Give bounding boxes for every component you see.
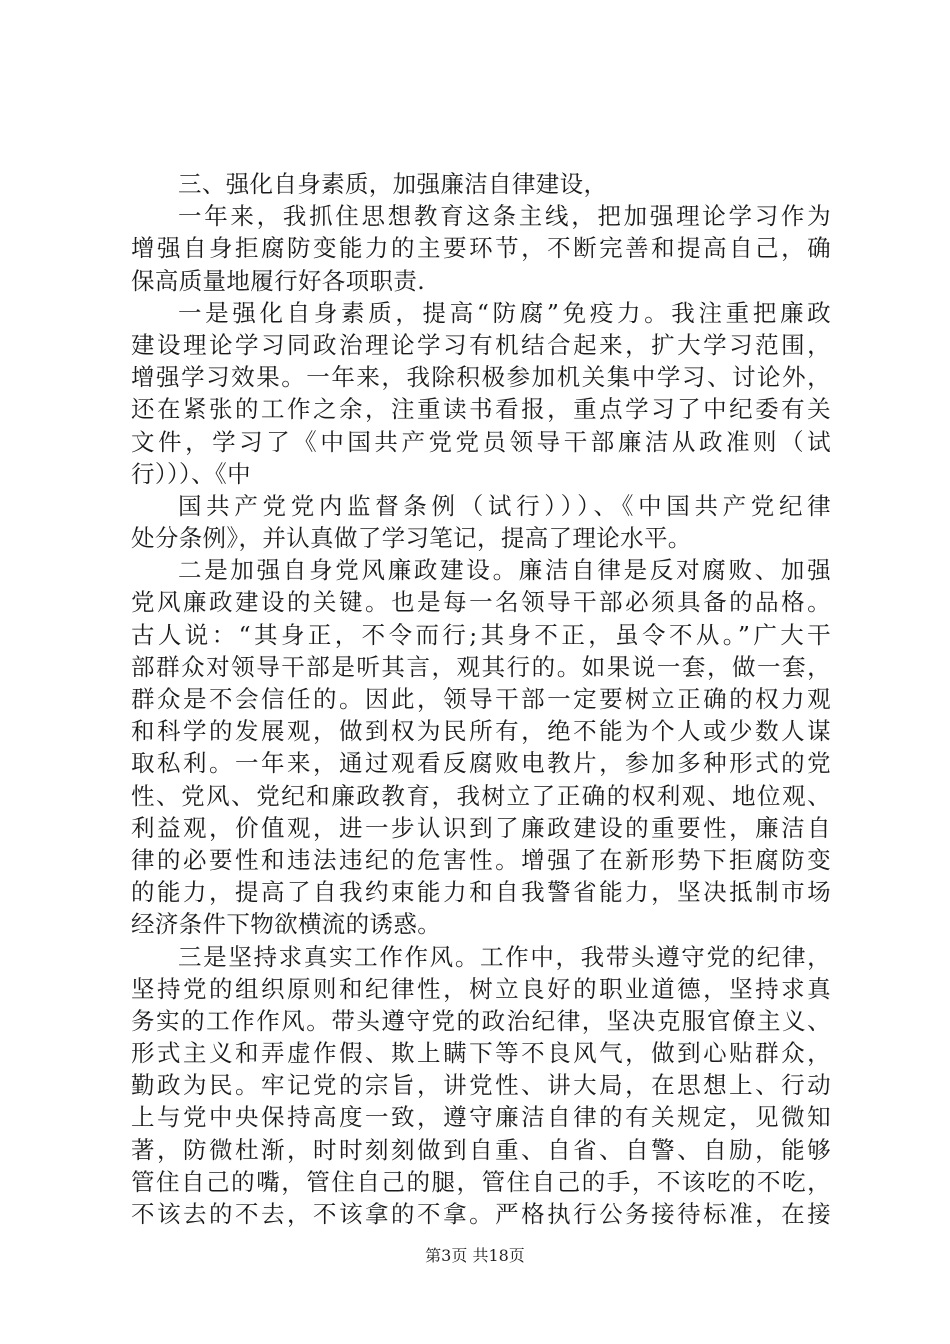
text-line: 党风廉政建设的关键。也是每一名领导干部必须具备的品格。 — [131, 588, 831, 617]
text-line: 二是加强自身党风廉政建设。廉洁自律是反对腐败、加强 — [178, 556, 831, 585]
text-line: 行）））、《中 — [131, 459, 251, 488]
text-line: 古人说：“其身正，不令而行;其身不正，虽令不从。”广大干 — [131, 620, 831, 649]
text-line: 的能力，提高了自我约束能力和自我警省能力，坚决抵制市场 — [131, 878, 831, 907]
text-line: 增强学习效果。一年来，我除积极参加机关集中学习、讨论外， — [131, 363, 831, 392]
text-line: 一是强化自身素质，提高“防腐”免疫力。我注重把廉政 — [178, 298, 831, 327]
text-line: 一年来，我抓住思想教育这条主线，把加强理论学习作为 — [178, 202, 831, 231]
page-footer: 第3页 共18页 — [425, 1246, 525, 1265]
text-line: 律的必要性和违法违纪的危害性。增强了在新形势下拒腐防变 — [131, 845, 831, 874]
text-line: 和科学的发展观，做到权为民所有，绝不能为个人或少数人谋 — [131, 717, 831, 746]
text-line: 建设理论学习同政治理论学习有机结合起来，扩大学习范围， — [131, 330, 831, 359]
text-line: 部群众对领导干部是听其言，观其行的。如果说一套，做一套， — [131, 652, 831, 681]
text-line: 勤政为民。牢记党的宗旨，讲党性、讲大局，在思想上、行动 — [131, 1071, 831, 1100]
text-line: 形式主义和弄虚作假、欺上瞒下等不良风气，做到心贴群众， — [131, 1039, 831, 1068]
text-line: 三是坚持求真实工作作风。工作中，我带头遵守党的纪律， — [178, 942, 831, 971]
text-line: 务实的工作作风。带头遵守党的政治纪律，坚决克服官僚主义、 — [131, 1006, 831, 1035]
text-line: 管住自己的嘴，管住自己的腿，管住自己的手，不该吃的不吃， — [131, 1167, 831, 1196]
text-line: 不该去的不去，不该拿的不拿。严格执行公务接待标准，在接 — [131, 1200, 831, 1228]
document-body — [131, 168, 831, 1230]
text-line: 文件，学习了《中国共产党党员领导干部廉洁从政准则（试 — [131, 427, 831, 456]
text-line: 三、强化自身素质，加强廉洁自律建设， — [178, 170, 608, 198]
text-line: 著，防微杜渐，时时刻刻做到自重、自省、自警、自励，能够 — [131, 1135, 831, 1164]
text-line: 保高质量地履行好各项职责. — [131, 266, 426, 295]
text-line: 还在紧张的工作之余，注重读书看报，重点学习了中纪委有关 — [131, 395, 831, 424]
text-line: 处分条例》，并认真做了学习笔记，提高了理论水平。 — [131, 524, 692, 553]
text-line: 性、党风、党纪和廉政教育，我树立了正确的权利观、地位观、 — [131, 781, 831, 810]
text-line: 国共产党党内监督条例（试行）））、《中国共产党纪律 — [178, 491, 831, 520]
text-line: 利益观，价值观，进一步认识到了廉政建设的重要性，廉洁自 — [131, 813, 831, 842]
text-line: 经济条件下物欲横流的诱惑。 — [131, 910, 442, 939]
text-line: 上与党中央保持高度一致，遵守廉洁自律的有关规定，见微知 — [131, 1103, 831, 1132]
text-line: 取私利。一年来，通过观看反腐败电教片，参加多种形式的党 — [131, 749, 831, 778]
text-line: 增强自身拒腐防变能力的主要环节，不断完善和提高自己，确 — [131, 234, 831, 263]
text-line: 群众是不会信任的。因此，领导干部一定要树立正确的权力观 — [131, 685, 831, 713]
text-line: 坚持党的组织原则和纪律性，树立良好的职业道德，坚持求真 — [131, 974, 831, 1003]
